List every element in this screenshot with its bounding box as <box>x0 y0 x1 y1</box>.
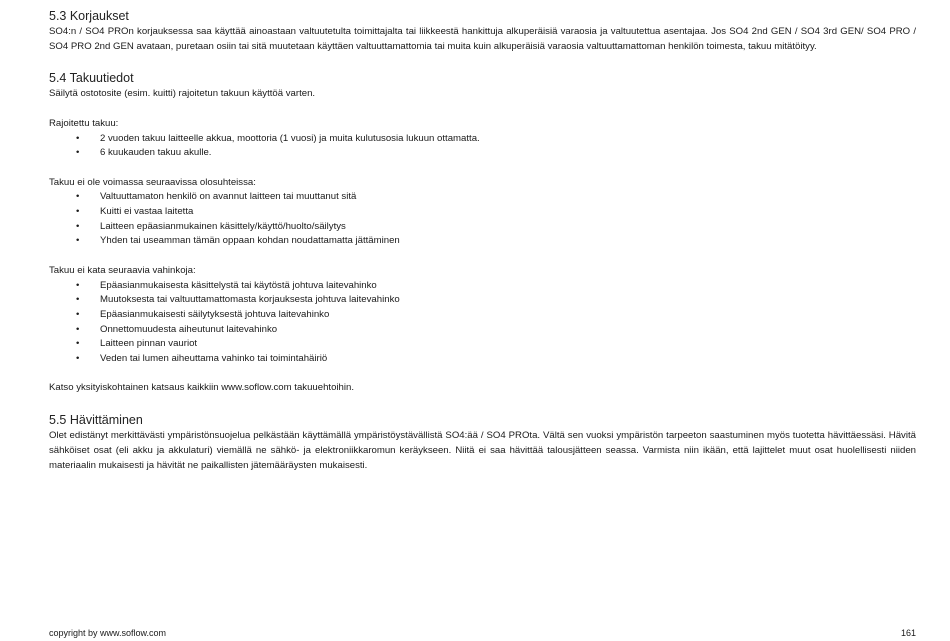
section-repairs <box>49 9 916 54</box>
limited-warranty-list <box>49 132 916 161</box>
list-item: • Kuitti ei vastaa laitetta <box>49 205 916 220</box>
damage-exclusions-title: Takuu ei kata seuraavia vahinkoja: <box>49 264 196 276</box>
bullet-icon: • <box>76 235 80 247</box>
section-heading-warranty: 5.4 Takuutiedot <box>49 71 134 86</box>
list-item: • 2 vuoden takuu laitteelle akkua, moottoria (1 vuosi) ja muita kulutusosia lukuun ottamatta. <box>49 132 916 147</box>
bullet-icon: • <box>76 191 80 203</box>
list-item: • Yhden tai useamman tämän oppaan kohdan noudattamatta jättäminen <box>49 234 916 249</box>
bullet-icon: • <box>76 206 80 217</box>
bullet-icon: • <box>76 132 80 144</box>
list-item: • Epäasianmukaisesta käsittelystä tai käytöstä johtuva laitevahinko <box>49 279 916 294</box>
repairs-paragraph: SO4:n / SO4 PROn korjauksessa saa käyttää ainoastaan valtuutetulta toimittajalta tai liikkeestä hankittuja alkuperäisiä varaosia ja valtuutettua asentajaa. Jos SO4 2nd GEN / SO4 3rd GEN/ SO4 PRO / SO4 PRO 2nd GEN avataan, puretaan osiin tai sitä muutetaan käyttäen valtuuttamattomia tai muita kuin alkuperäisiä varaosia valtuuttamattoman henkilön toimesta, takuu mitätöityy. <box>49 26 916 52</box>
disposal-paragraph: Olet edistänyt merkittävästi ympäristönsuojelua pelkästään käyttämällä ympäristöystävällistä SO4:ää / SO4 PROta. Vältä sen vuoksi ympäristön tarpeeton saastuminen myös tuotetta hävittäessäsi. Hävitä sähköiset osat (eli akku ja akkulaturi) viemällä ne sähkö- ja elektroniikkaromun keräykseen. Niitä ei saa hävittää talousjätteen seassa. Varmista niin ikään, että lajittelet muut osat huolellisesti niiden materiaalin mukaisesti ja hävität ne paikallisten jätemääräysten mukaisesti. <box>49 430 916 471</box>
section-disposal <box>49 413 916 473</box>
list-item: • Valtuuttamaton henkilö on avannut laitteen tai muuttanut sitä <box>49 190 916 205</box>
section-warranty <box>49 71 916 396</box>
bullet-icon: • <box>76 353 80 365</box>
list-item: • 6 kuukauden takuu akulle. <box>49 146 916 161</box>
copyright-text: copyright by www.soflow.com <box>49 628 167 638</box>
bullet-icon: • <box>76 338 80 350</box>
bullet-icon: • <box>76 147 80 159</box>
bullet-icon: • <box>76 220 80 232</box>
warranty-invalid-list <box>49 190 916 249</box>
damage-exclusions-list <box>49 279 916 367</box>
warranty-intro: Säilytä ostotosite (esim. kuitti) rajoitetun takuun käyttöä varten. <box>49 88 316 100</box>
list-item: • Muutoksesta tai valtuuttamattomasta korjauksesta johtuva laitevahinko <box>49 293 916 308</box>
page-number: 161 <box>900 628 916 638</box>
list-item: • Laitteen pinnan vauriot <box>49 337 916 352</box>
warranty-invalid-title: Takuu ei ole voimassa seuraavissa olosuhteissa: <box>49 176 256 188</box>
document-page <box>49 9 916 473</box>
list-item: • Laitteen epäasianmukainen käsittely/käyttö/huolto/säilytys <box>49 220 916 235</box>
section-heading-repairs: 5.3 Korjaukset <box>49 9 129 23</box>
bullet-icon: • <box>76 294 80 306</box>
list-item: • Epäasianmukaisesti säilytyksestä johtuva laitevahinko <box>49 308 916 323</box>
bullet-icon: • <box>76 323 80 335</box>
warranty-closing: Katso yksityiskohtainen katsaus kaikkiin www.soflow.com takuuehtoihin. <box>49 382 355 394</box>
bullet-icon: • <box>76 308 80 320</box>
section-heading-disposal: 5.5 Hävittäminen <box>49 413 143 428</box>
list-item: • Veden tai lumen aiheuttama vahinko tai toimintahäiriö <box>49 352 916 367</box>
bullet-icon: • <box>76 279 80 291</box>
list-item: • Onnettomuudesta aiheutunut laitevahinko <box>49 323 916 338</box>
limited-warranty-title: Rajoitettu takuu: <box>49 117 119 129</box>
